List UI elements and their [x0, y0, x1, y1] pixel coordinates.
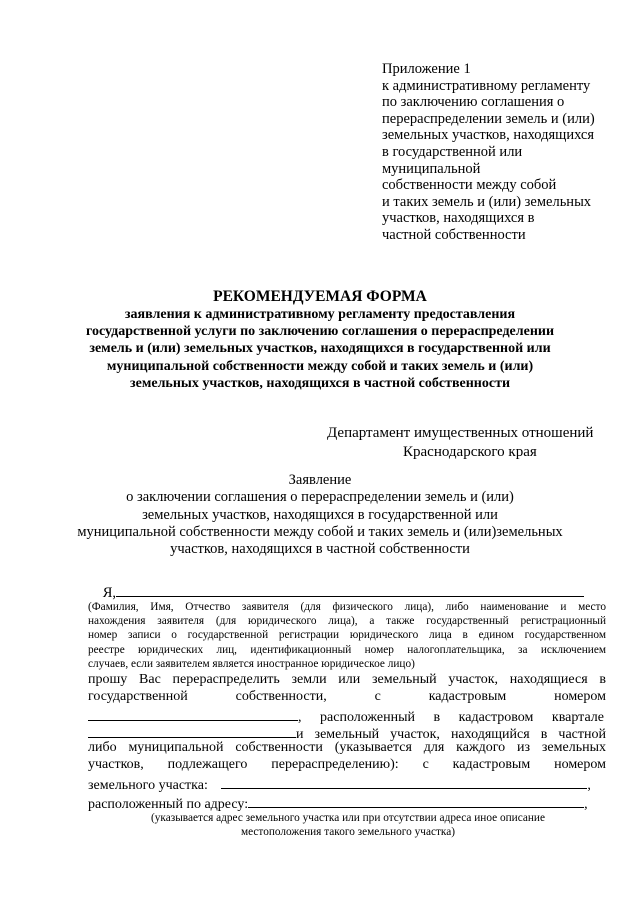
comma: ,: [584, 797, 588, 812]
appendix-line: муниципальной: [382, 160, 481, 177]
applicant-line: [88, 582, 584, 602]
appendix-line: к административному регламенту: [382, 77, 591, 94]
request-line-text: , расположенный в кадастровом квартале: [298, 710, 604, 725]
application-title-line: муниципальной собственности между собой и таких земель и (или)земельных: [77, 523, 563, 540]
form-heading-line: государственной услуги по заключению соглашения о перераспределении: [85, 324, 555, 340]
appendix-line: частной собственности: [382, 226, 526, 243]
application-title-heading: Заявление: [288, 472, 352, 488]
form-heading-title: РЕКОМЕНДУЕМАЯ ФОРМА: [213, 288, 427, 305]
request-line: либо муниципальной собственности (указывается для каждого из земельных: [88, 740, 606, 755]
address-line: [88, 793, 606, 813]
applicant-note-line: реестре юридических лиц, идентификационный номер налогоплательщика, за исключением: [88, 643, 606, 656]
appendix-block: [382, 61, 622, 244]
applicant-note-line: случаев, если заявителем является иностранное юридическое лицо): [88, 657, 415, 670]
appendix-line: земельных участков, находящихся: [382, 127, 595, 144]
appendix-line: в государственной или: [382, 143, 523, 160]
applicant-note-line: нахождения заявителя (для юридического лица), а также государственный регистрационный: [88, 615, 606, 628]
applicant-prefix: Я,: [102, 585, 116, 601]
request-line: [88, 774, 606, 794]
addressee-line: Департамент имущественных отношений: [327, 425, 594, 441]
appendix-line: и таких земель и (или) земельных: [382, 193, 592, 210]
applicant-note: [88, 600, 608, 671]
form-heading-line: земель и (или) земельных участков, находящихся в государственной или: [89, 341, 551, 357]
request-line: прошу Вас перераспределить земли или земельный участок, находящиеся в: [88, 672, 606, 687]
application-title-line: о заключении соглашения о перераспределении земель и (или): [126, 489, 514, 506]
application-title-line: земельных участков, находящихся в государственной или: [142, 506, 498, 523]
address-field[interactable]: [248, 793, 584, 808]
land-plot-label: земельного участка:: [88, 778, 208, 793]
cadastral-number-field[interactable]: [88, 706, 298, 721]
appendix-line: перераспределении земель и (или): [382, 110, 595, 127]
appendix-line: по заключению соглашения о: [382, 94, 565, 111]
applicant-name-field[interactable]: [116, 582, 584, 597]
form-heading-line: заявления к административному регламенту предоставления: [124, 307, 516, 322]
land-plot-number-field[interactable]: [221, 774, 587, 789]
address-note-line: (указывается адрес земельного участка или при отсутствии адреса иное описание: [151, 812, 545, 824]
form-heading-line: земельных участков, находящихся в частной собственности: [129, 375, 511, 391]
cadastral-quarter-field[interactable]: [88, 723, 296, 738]
appendix-line: собственности между собой: [382, 177, 557, 194]
form-heading-line: муниципальной собственности между собой и таких земель и (или): [106, 358, 534, 374]
application-title-line: участков, находящихся в частной собственности: [170, 541, 470, 558]
appendix-line: участков, находящихся в: [382, 210, 535, 227]
address-label: расположенный по адресу:: [88, 797, 249, 812]
address-note: [88, 811, 608, 839]
addressee-line: Краснодарского края: [403, 443, 537, 460]
appendix-line: Приложение 1: [382, 61, 471, 77]
form-heading: [60, 287, 580, 392]
comma: ,: [587, 778, 591, 793]
request-line: государственной собственности, с кадастровым номером: [88, 689, 606, 704]
address-note-line: местоположения такого земельного участка): [240, 826, 456, 839]
applicant-note-line: (Фамилия, Имя, Отчество заявителя (для физического лица), либо наименование и место: [88, 601, 606, 613]
request-line-text: и земельный участок, находящийся в частной: [296, 727, 606, 742]
application-title: [40, 472, 600, 558]
request-line: участков, подлежащего перераспределению): с кадастровым номером: [88, 757, 606, 772]
applicant-note-line: номер записи о государственной регистрации юридического лица в едином государственном: [88, 629, 606, 642]
